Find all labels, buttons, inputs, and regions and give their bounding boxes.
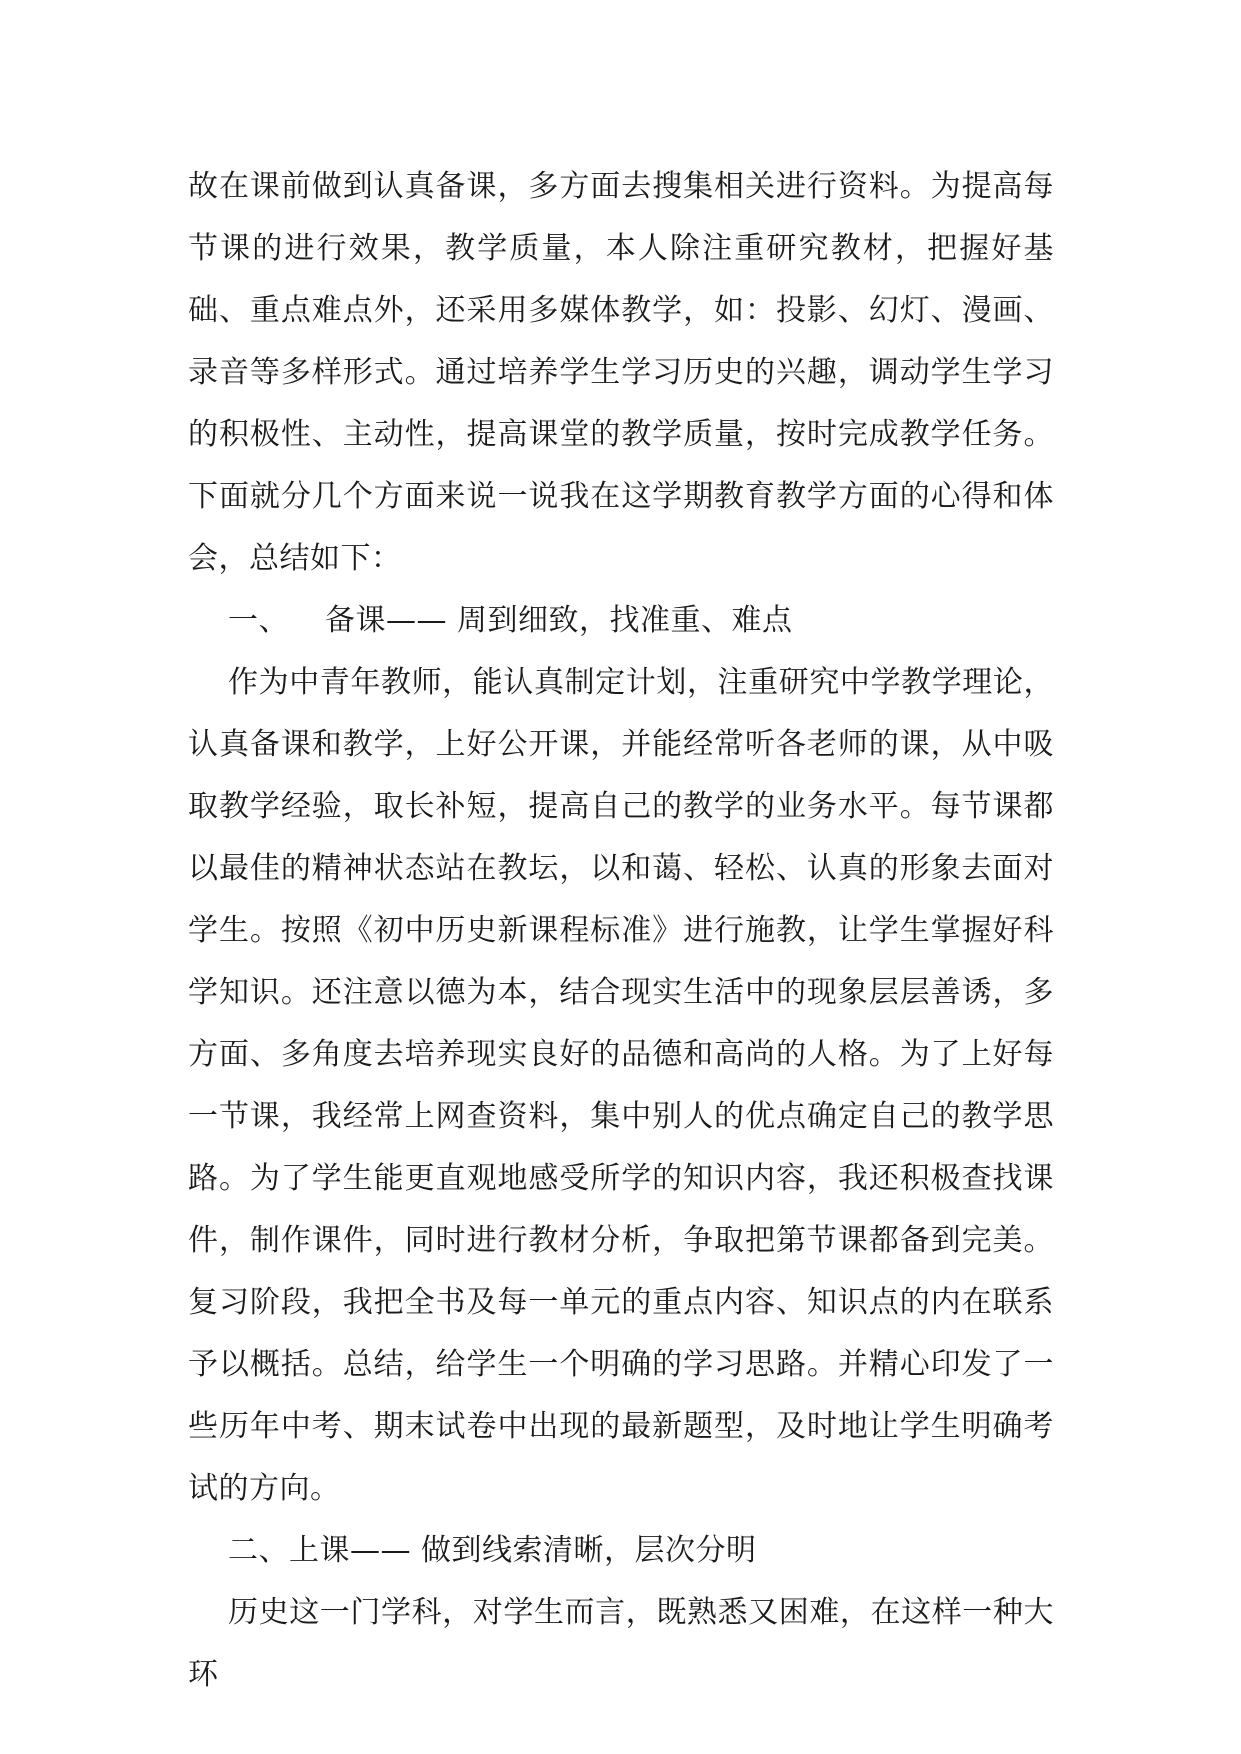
intro-paragraph: 故在课前做到认真备课，多方面去搜集相关进行资料。为提高每节课的进行效果，教学质量，本人除注重研究教材，把握好基础、重点难点外，还采用多媒体教学，如：投影、幻灯、漫画、录音等多样形式。通过培养学生学习历史的兴趣，调动学生学习的积极性、主动性，提高课堂的教学质量，按时完成教学任务。下面就分几个方面来说一说我在这学期教育教学方面的心得和体会，总结如下： [188, 169, 1054, 576]
section-heading-1-number: 一、 [228, 603, 289, 638]
section-2-paragraph: 历史这一门学科，对学生而言，既熟悉又困难，在这样一种大环 [188, 1595, 1054, 1692]
section-heading-1 [188, 590, 1054, 652]
section-1-paragraph: 作为中青年教师，能认真制定计划，注重研究中学教学理论，认真备课和教学，上好公开课，并能经常听各老师的课，从中吸取教学经验，取长补短，提高自己的教学的业务水平。每节课都以最佳的精神状态站在教坛，以和蔼、轻松、认真的形象去面对学生。按照《初中历史新课程标准》进行施教，让学生掌握好科学知识。还注意以德为本，结合现实生活中的现象层层善诱，多方面、多角度去培养现实良好的品德和高尚的人格。为了上好每一节课，我经常上网查资料，集中别人的优点确定自己的教学思路。为了学生能更直观地感受所学的知识内容，我还积极查找课件，制作课件，同时进行教材分析，争取把第节课都备到完美。复习阶段，我把全书及每一单元的重点内容、知识点的内在联系予以概括。总结，给学生一个明确的学习思路。并精心印发了一些历年中考、期末试卷中出现的最新题型，及时地让学生明确考试的方向。 [188, 665, 1054, 1506]
section-heading-1-title: 备课—— 周到细致，找准重、难点 [325, 603, 793, 638]
document-body [188, 156, 1054, 1706]
section-heading-2: 二、上课—— 做到线索清晰，层次分明 [228, 1533, 757, 1568]
